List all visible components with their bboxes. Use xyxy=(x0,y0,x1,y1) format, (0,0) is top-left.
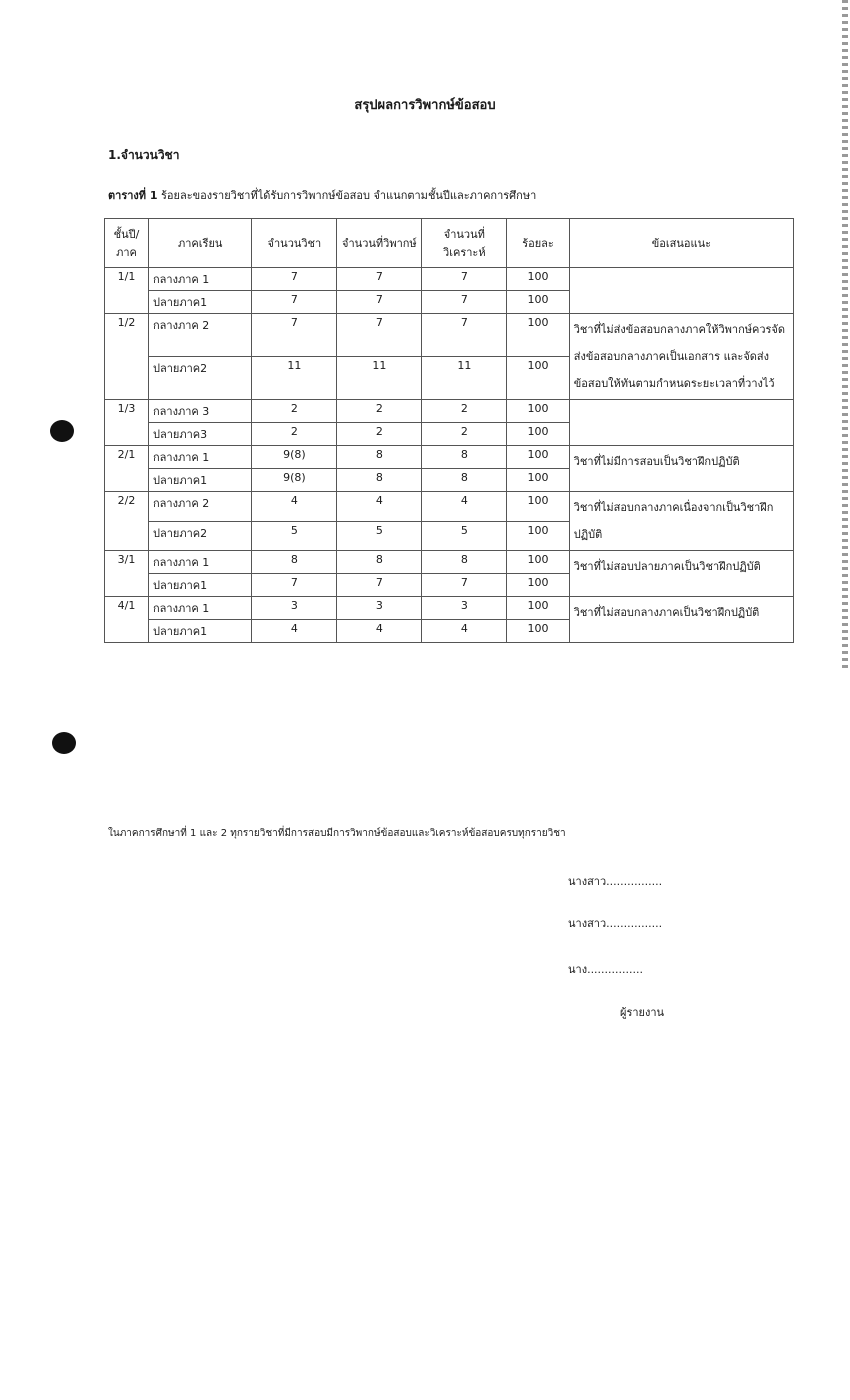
term-cell: ปลายภาค1 xyxy=(149,469,252,492)
critiqued-cell: 8 xyxy=(337,446,422,469)
analyzed-cell: 4 xyxy=(422,620,507,643)
term-cell: กลางภาค 1 xyxy=(149,597,252,620)
subjects-cell: 4 xyxy=(252,620,337,643)
subjects-cell: 4 xyxy=(252,492,337,522)
percent-cell: 100 xyxy=(507,314,569,357)
percent-cell: 100 xyxy=(507,574,569,597)
critiqued-cell: 3 xyxy=(337,597,422,620)
percent-cell: 100 xyxy=(507,357,569,400)
analyzed-cell: 7 xyxy=(422,314,507,357)
term-cell: ปลายภาค2 xyxy=(149,521,252,551)
table-caption xyxy=(108,186,536,204)
table-row xyxy=(105,400,794,423)
analyzed-cell: 11 xyxy=(422,357,507,400)
table-caption-text: ร้อยละของรายวิชาที่ได้รับการวิพากษ์ข้อสอบ จำแนกตามชั้นปีและภาคการศึกษา xyxy=(161,189,537,202)
term-cell: กลางภาค 1 xyxy=(149,268,252,291)
suggestion-cell: วิชาที่ไม่สอบกลางภาคเป็นวิชาฝึกปฏิบัติ xyxy=(569,597,793,643)
section-heading: 1.จำนวนวิชา xyxy=(108,148,180,162)
class-year-cell: 2/1 xyxy=(105,446,149,492)
suggestion-cell: วิชาที่ไม่ส่งข้อสอบกลางภาคให้วิพากษ์ควรจัดส่งข้อสอบกลางภาคเป็นเอกสาร และจัดส่งข้อสอบให้ทันตามกำหนดระยะเวลาที่วางไว้ xyxy=(569,314,793,400)
subjects-cell: 7 xyxy=(252,268,337,291)
class-year-cell: 1/3 xyxy=(105,400,149,446)
table-row xyxy=(105,268,794,291)
table-row xyxy=(105,551,794,574)
table-row xyxy=(105,492,794,522)
critiqued-cell: 7 xyxy=(337,268,422,291)
percent-cell: 100 xyxy=(507,620,569,643)
suggestion-cell: วิชาที่ไม่มีการสอบเป็นวิชาฝึกปฏิบัติ xyxy=(569,446,793,492)
critiqued-cell: 2 xyxy=(337,423,422,446)
analyzed-cell: 2 xyxy=(422,423,507,446)
analyzed-cell: 8 xyxy=(422,446,507,469)
term-cell: ปลายภาค2 xyxy=(149,357,252,400)
critiqued-cell: 4 xyxy=(337,620,422,643)
critiqued-cell: 2 xyxy=(337,400,422,423)
critiqued-cell: 8 xyxy=(337,469,422,492)
analyzed-cell: 8 xyxy=(422,469,507,492)
percent-cell: 100 xyxy=(507,268,569,291)
term-cell: ปลายภาค1 xyxy=(149,620,252,643)
percent-cell: 100 xyxy=(507,597,569,620)
signatory-2: นางสาว................ xyxy=(568,917,663,930)
signatory-1: นางสาว................ xyxy=(568,875,663,888)
subjects-cell: 7 xyxy=(252,574,337,597)
percent-cell: 100 xyxy=(507,400,569,423)
term-cell: ปลายภาค1 xyxy=(149,291,252,314)
header-term: ภาคเรียน xyxy=(149,219,252,268)
term-cell: กลางภาค 1 xyxy=(149,446,252,469)
percent-cell: 100 xyxy=(507,446,569,469)
analyzed-cell: 4 xyxy=(422,492,507,522)
header-subjects: จำนวนวิชา xyxy=(252,219,337,268)
subjects-cell: 9(8) xyxy=(252,469,337,492)
critiqued-cell: 7 xyxy=(337,291,422,314)
analyzed-cell: 3 xyxy=(422,597,507,620)
header-analyzed: จำนวนที่วิเคราะห์ xyxy=(422,219,507,268)
summary-table xyxy=(104,218,794,643)
subjects-cell: 9(8) xyxy=(252,446,337,469)
table-row xyxy=(105,597,794,620)
signature-role: ผู้รายงาน xyxy=(620,1006,665,1019)
punch-hole-top xyxy=(50,420,74,442)
header-percent: ร้อยละ xyxy=(507,219,569,268)
class-year-cell: 1/1 xyxy=(105,268,149,314)
subjects-cell: 3 xyxy=(252,597,337,620)
class-year-cell: 2/2 xyxy=(105,492,149,551)
footnote: ในภาคการศึกษาที่ 1 และ 2 ทุกรายวิชาที่มีการสอบมีการวิพากษ์ข้อสอบและวิเคราะห์ข้อสอบครบทุกรายวิชา xyxy=(108,828,566,839)
suggestion-cell: วิชาที่ไม่สอบปลายภาคเป็นวิชาฝึกปฏิบัติ xyxy=(569,551,793,597)
analyzed-cell: 8 xyxy=(422,551,507,574)
term-cell: กลางภาค 1 xyxy=(149,551,252,574)
table-row xyxy=(105,446,794,469)
subjects-cell: 2 xyxy=(252,423,337,446)
table-body xyxy=(105,268,794,643)
critiqued-cell: 8 xyxy=(337,551,422,574)
term-cell: ปลายภาค1 xyxy=(149,574,252,597)
subjects-cell: 5 xyxy=(252,521,337,551)
percent-cell: 100 xyxy=(507,521,569,551)
page-title: สรุปผลการวิพากษ์ข้อสอบ xyxy=(354,98,496,113)
table-row xyxy=(105,314,794,357)
suggestion-cell xyxy=(569,268,793,314)
header-critiqued: จำนวนที่วิพากษ์ xyxy=(337,219,422,268)
suggestion-cell: วิชาที่ไม่สอบกลางภาคเนื่องจากเป็นวิชาฝึกปฏิบัติ xyxy=(569,492,793,551)
subjects-cell: 7 xyxy=(252,291,337,314)
subjects-cell: 8 xyxy=(252,551,337,574)
percent-cell: 100 xyxy=(507,469,569,492)
analyzed-cell: 7 xyxy=(422,574,507,597)
term-cell: กลางภาค 3 xyxy=(149,400,252,423)
term-cell: กลางภาค 2 xyxy=(149,314,252,357)
term-cell: ปลายภาค3 xyxy=(149,423,252,446)
punch-hole-bottom xyxy=(52,732,76,754)
class-year-cell: 4/1 xyxy=(105,597,149,643)
critiqued-cell: 4 xyxy=(337,492,422,522)
suggestion-cell xyxy=(569,400,793,446)
signatory-3: นาง................ xyxy=(568,963,644,976)
percent-cell: 100 xyxy=(507,423,569,446)
percent-cell: 100 xyxy=(507,291,569,314)
subjects-cell: 2 xyxy=(252,400,337,423)
percent-cell: 100 xyxy=(507,551,569,574)
class-year-cell: 3/1 xyxy=(105,551,149,597)
critiqued-cell: 5 xyxy=(337,521,422,551)
analyzed-cell: 7 xyxy=(422,268,507,291)
table-header-row xyxy=(105,219,794,268)
analyzed-cell: 5 xyxy=(422,521,507,551)
analyzed-cell: 2 xyxy=(422,400,507,423)
percent-cell: 100 xyxy=(507,492,569,522)
term-cell: กลางภาค 2 xyxy=(149,492,252,522)
header-suggestion: ข้อเสนอแนะ xyxy=(569,219,793,268)
table-caption-label: ตารางที่ 1 xyxy=(108,189,158,202)
analyzed-cell: 7 xyxy=(422,291,507,314)
critiqued-cell: 11 xyxy=(337,357,422,400)
header-class: ชั้นปี/ภาค xyxy=(105,219,149,268)
class-year-cell: 1/2 xyxy=(105,314,149,400)
subjects-cell: 11 xyxy=(252,357,337,400)
critiqued-cell: 7 xyxy=(337,574,422,597)
subjects-cell: 7 xyxy=(252,314,337,357)
critiqued-cell: 7 xyxy=(337,314,422,357)
